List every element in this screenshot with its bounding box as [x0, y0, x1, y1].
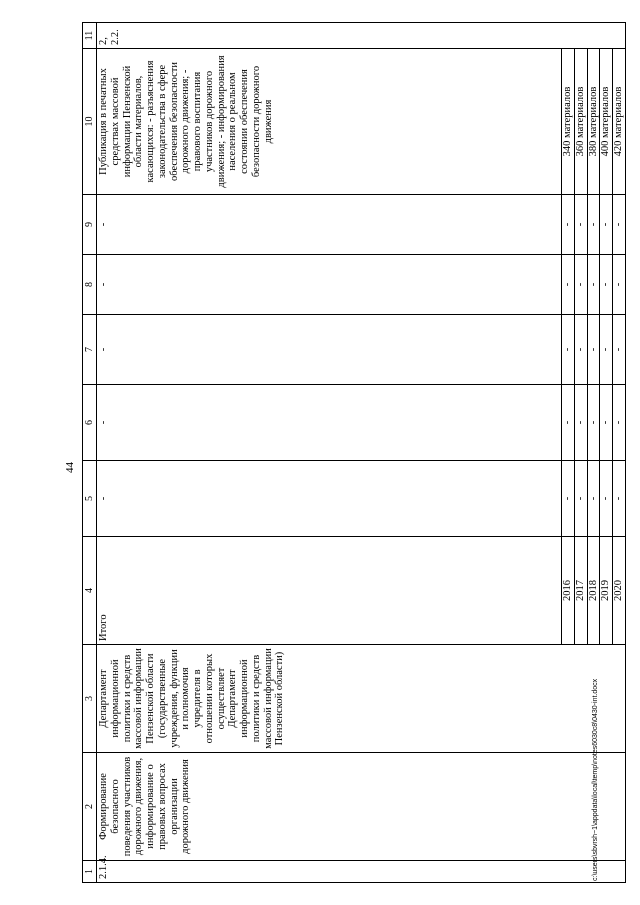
value-cell: -: [613, 255, 626, 315]
total-col-5: -: [97, 461, 562, 537]
value-cell: -: [574, 315, 587, 385]
value-cell: -: [562, 255, 575, 315]
col-11-header: 11: [83, 23, 97, 49]
value-cell: -: [562, 315, 575, 385]
target-cell: 400 материалов: [600, 49, 613, 195]
item-number: 2.1.4.: [97, 861, 626, 883]
value-cell: -: [587, 385, 600, 461]
value-cell: -: [613, 385, 626, 461]
value-cell: -: [600, 385, 613, 461]
indicator: Публикация в печатных средствах массовой информации Пензенской области материалов, касающихся: - разъяснения законодательства в сфере обеспечения безопасности дорожного движения; - правового воспитания участников дорожного движения; - информирования населения о реальном состоянии обеспечения безопасности дорожного движения: [97, 49, 562, 195]
item-row: [97, 23, 562, 883]
value-cell: -: [613, 195, 626, 255]
value-cell: -: [587, 255, 600, 315]
total-col-6: -: [97, 385, 562, 461]
total-col-8: -: [97, 255, 562, 315]
target-cell: 340 материалов: [562, 49, 575, 195]
header-row: [83, 23, 97, 883]
value-cell: -: [600, 461, 613, 537]
col-8-header: 8: [83, 255, 97, 315]
col-1-header: 1: [83, 861, 97, 883]
value-cell: -: [600, 255, 613, 315]
year-cell: 2016: [562, 537, 575, 645]
value-cell: -: [600, 315, 613, 385]
value-cell: -: [574, 255, 587, 315]
col-10-header: 10: [83, 49, 97, 195]
year-cell: 2020: [613, 537, 626, 645]
executor: Департамент информационной политики и средств массовой информации Пензенской области (государственные учреждения, функции и полномочия учредителя в отношении которых осуществляет Департамент информационной политики и средств массовой информации Пензенской области): [97, 645, 626, 753]
year-cell: 2019: [600, 537, 613, 645]
col-2-header: 2: [83, 753, 97, 861]
value-cell: -: [574, 195, 587, 255]
value-cell: -: [574, 385, 587, 461]
col-5-header: 5: [83, 461, 97, 537]
year-cell: 2017: [574, 537, 587, 645]
target-cell: 360 материалов: [574, 49, 587, 195]
value-cell: -: [613, 461, 626, 537]
col-9-header: 9: [83, 195, 97, 255]
value-cell: -: [562, 385, 575, 461]
total-col-9: -: [97, 195, 562, 255]
value-cell: -: [587, 195, 600, 255]
year-cell: 2018: [587, 537, 600, 645]
value-cell: -: [562, 461, 575, 537]
value-cell: -: [574, 461, 587, 537]
value-cell: -: [562, 195, 575, 255]
item-name: Формирование безопасного поведения участников дорожного движения, информирование о правовых вопросах организации дорожного движения: [97, 753, 626, 861]
program-table: [82, 22, 626, 883]
value-cell: -: [613, 315, 626, 385]
footer-file-path: c:\users\sbvrsh~1\appdata\local\temp\notes6030c8\0430-int.docx: [592, 678, 599, 881]
value-cell: -: [600, 195, 613, 255]
col-4-header: 4: [83, 537, 97, 645]
target-cell: 420 материалов: [613, 49, 626, 195]
target-cell: 380 материалов: [587, 49, 600, 195]
col-3-header: 3: [83, 645, 97, 753]
col-7-header: 7: [83, 315, 97, 385]
total-col-7: -: [97, 315, 562, 385]
value-cell: -: [587, 315, 600, 385]
page-number: 44: [64, 462, 76, 473]
value-cell: -: [587, 461, 600, 537]
total-label: Итого: [97, 537, 562, 645]
col-6-header: 6: [83, 385, 97, 461]
link-reference: 2, 2.2.: [97, 23, 626, 49]
